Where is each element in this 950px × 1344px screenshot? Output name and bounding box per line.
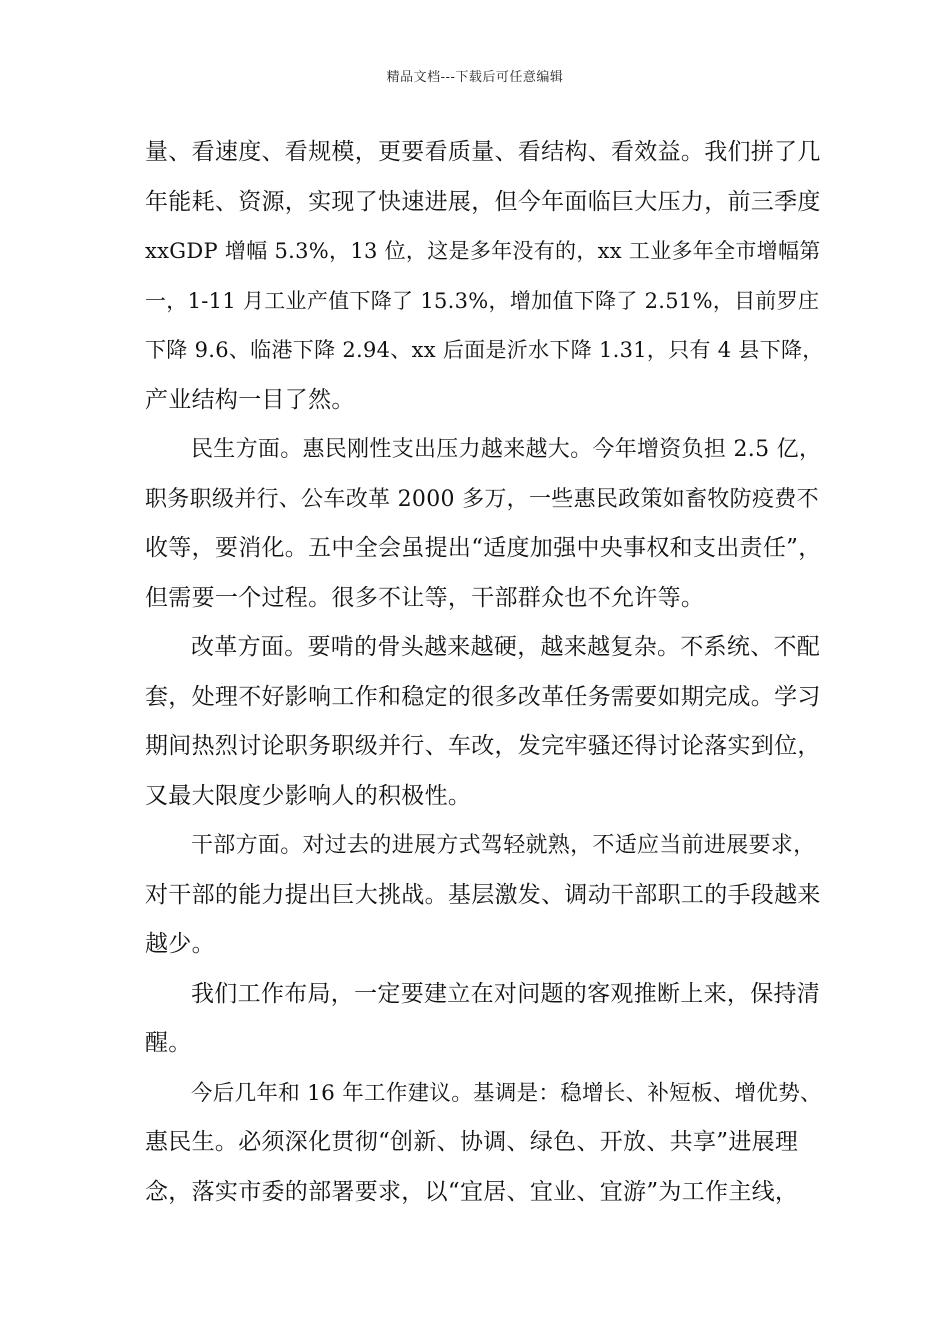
text-line: 产业结构一目了然。 — [145, 386, 355, 413]
paragraph-start-line: 改革方面。要啃的骨头越来越硬，越来越复杂。不系统、不配 — [191, 634, 821, 660]
paragraph-start-line: 今后几年和 16 年工作建议。基调是：稳增长、补短板、增优势、 — [191, 1080, 822, 1106]
text-line: 职务职级并行、公车改革 2000 多万，一些惠民政策如畜牧防疫费不 — [145, 486, 819, 512]
text-line: 年能耗、资源，实现了快速进展，但今年面临巨大压力，前三季度 — [145, 188, 821, 215]
text-line: 醒。 — [145, 1030, 192, 1056]
text-line: 念，落实市委的部署要求，以“宜居、宜业、宜游”为工作主线， — [145, 1178, 799, 1205]
text-line: 越少。 — [145, 931, 215, 957]
text-line: 但需要一个过程。很多不让等，干部群众也不允许等。 — [145, 584, 705, 611]
text-line: xxGDP 增幅 5.3%，13 位，这是多年没有的，xx 工业多年全市增幅第 — [145, 239, 821, 263]
text-line: 套，处理不好影响工作和稳定的很多改革任务需要如期完成。学习 — [145, 683, 821, 710]
paragraph-start-line: 民生方面。惠民刚性支出压力越来越大。今年增资负担 2.5 亿， — [191, 437, 822, 462]
text-line: 对干部的能力提出巨大挑战。基层激发、调动干部职工的手段越来 — [145, 881, 821, 908]
text-line: 期间热烈讨论职务职级并行、车改，发完牢骚还得讨论落实到位， — [145, 733, 821, 759]
paragraph-start-line: 干部方面。对过去的进展方式驾轻就熟，不适应当前进展要求， — [191, 833, 816, 858]
document-body — [145, 128, 825, 1217]
paragraph-start-line: 我们工作布局，一定要建立在对问题的客观推断上来，保持清 — [191, 980, 821, 1007]
text-line: 下降 9.6、临港下降 2.94、xx 后面是沂水下降 1.31，只有 4 县下降， — [145, 338, 824, 362]
text-line: 一，1-11 月工业产值下降了 15.3%，增加值下降了 2.51%，目前罗庄 — [145, 288, 820, 313]
text-line: 又最大限度少影响人的积极性。 — [145, 782, 472, 809]
text-line: 惠民生。必须深化贯彻“创新、协调、绿色、开放、共享”进展理 — [145, 1129, 799, 1155]
text-line: 收等，要消化。五中全会虽提出“适度加强中央事权和支出责任”， — [145, 535, 822, 561]
page-header: 精品文档---下载后可任意编辑 — [386, 70, 564, 85]
text-line: 量、看速度、看规模，更要看质量、看结构、看效益。我们拼了几 — [145, 139, 821, 165]
